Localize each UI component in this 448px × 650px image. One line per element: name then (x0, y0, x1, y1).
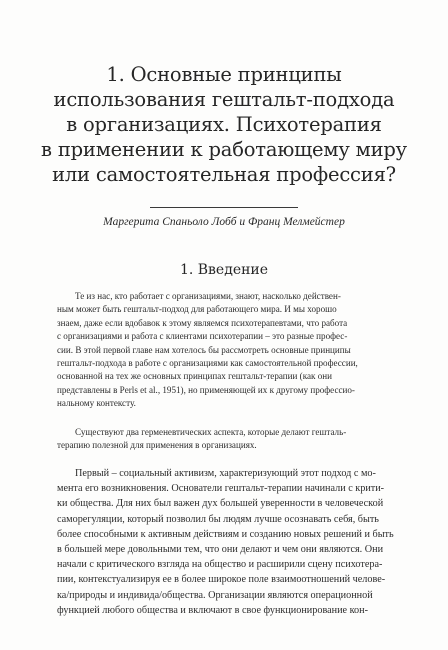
text-line: гештальт-подхода в работе с организациями как самостоятельной профессии, (57, 358, 358, 369)
text-line: терапию полезной для применения в организациях. (57, 440, 257, 451)
chapter-title-line: в организациях. Психотерапия (66, 113, 382, 136)
chapter-title-line: использования гештальт-подхода (53, 88, 395, 111)
text-line: Первый – социальный активизм, характеризующий этот подход с мо- (75, 468, 376, 479)
text-line: знаем, даже если вдобавок к этому являемся психотерапевтами, что работа (57, 317, 348, 328)
chapter-title-line: 1. Основные принципы (106, 63, 342, 86)
text-line: начали с критического взгляда на общество и расширили сцену психотера- (57, 559, 383, 571)
text-line: ным может быть гештальт-подход для работающего мира. И мы хорошо (57, 304, 337, 315)
chapter-authors: Маргерита Спаньоло Лобб и Франц Мелмейстер (103, 216, 345, 228)
text-line: мента его возникновения. Основатели гештальт-терапии начинали с крити- (57, 483, 385, 495)
text-line: нальному контексту. (57, 398, 136, 409)
text-line: более способными к активным действиям и созданию новых решений и быть (57, 528, 394, 540)
text-line: в большей мере довольными тем, что они делают и чем они являются. Они (57, 544, 384, 556)
text-line: представлены в Perls et al., 1951), но применяющей их к другому профессио- (57, 384, 355, 395)
text-line: Существуют два герменевтических аспекта, которые делают гешталь- (75, 427, 347, 437)
text-line: с организациями и работа с клиентами психотерапии – это разные профес- (57, 331, 348, 342)
text-line: основанной на тех же основных принципах гештальт-терапии (как они (57, 371, 332, 382)
text-line: сии. В этой первой главе нам хотелось бы рассмотреть основные принципы (57, 344, 351, 355)
body-paragraph (57, 290, 403, 411)
chapter-title-line: в применении к работающему миру (41, 138, 407, 161)
text-line: саморегуляции, который позволил бы людям лучше осознавать себя, быть (57, 513, 379, 525)
text-line: пии, контекстуализируя ее в более широкое поле взаимоотношений челове- (57, 574, 386, 586)
text-line: ки общества. Для них был важен дух большей уверенности в человеческой (57, 498, 384, 510)
chapter-title (40, 62, 408, 187)
chapter-title-line: или самостоятельная профессия? (52, 163, 396, 186)
body-paragraph (57, 466, 403, 618)
body-paragraph (57, 426, 403, 453)
text-line: функцией любого общества и включают в свое функционирование кон- (57, 604, 368, 616)
text-line: ка/природы и индивида/общества. Организации являются операционной (57, 589, 373, 601)
section-heading: 1. Введение (179, 262, 269, 278)
text-line: Те из нас, кто работает с организациями, знают, насколько действен- (75, 291, 341, 301)
title-divider (150, 207, 298, 208)
